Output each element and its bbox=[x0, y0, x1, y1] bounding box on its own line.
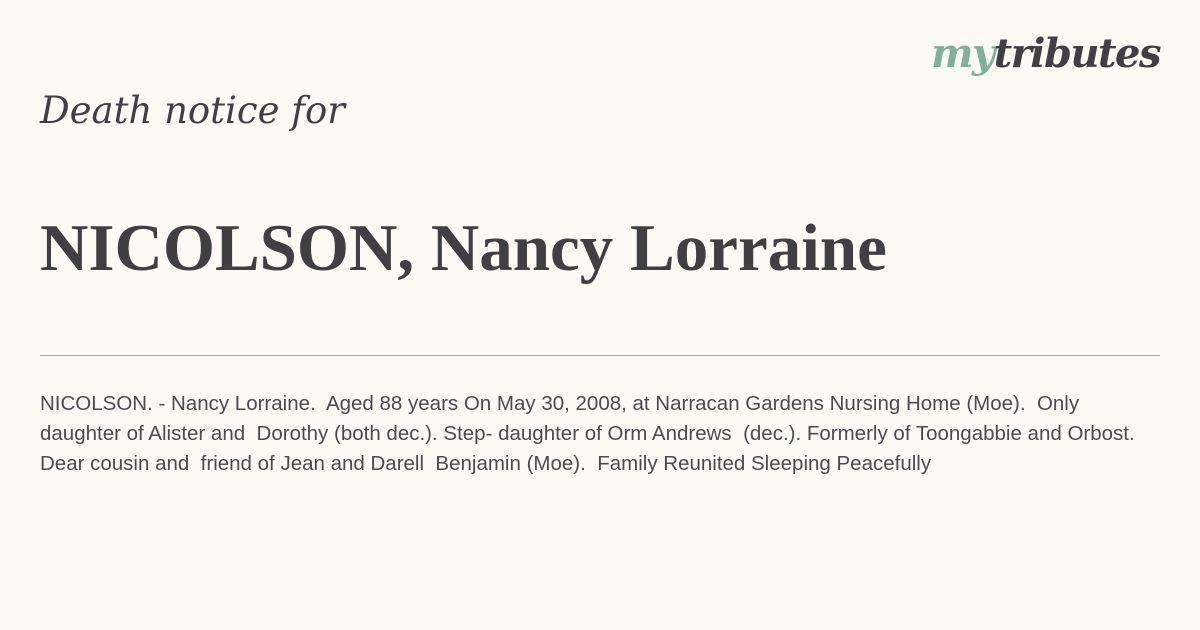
mytributes-logo[interactable] bbox=[931, 30, 1160, 77]
notice-body-text: NICOLSON. - Nancy Lorraine. Aged 88 years On May 30, 2008, at Narracan Gardens Nursing Home (Moe). Only daughter of Alister and Dorothy (both dec.). Step- daughter of Orm Andrews (dec.). Formerly of Toongabbie and Orbost. Dear cousin and friend of Jean and Darell Benjamin (Moe). Family Reunited Sleeping Peacefully bbox=[40, 392, 1147, 475]
deceased-name-title: NICOLSON, Nancy Lorraine bbox=[40, 211, 887, 285]
death-notice-subtitle: Death notice for bbox=[40, 89, 345, 132]
logo-tributes-text: tributes bbox=[993, 30, 1160, 77]
section-divider bbox=[40, 355, 1160, 356]
logo-my-text: my bbox=[931, 30, 994, 77]
